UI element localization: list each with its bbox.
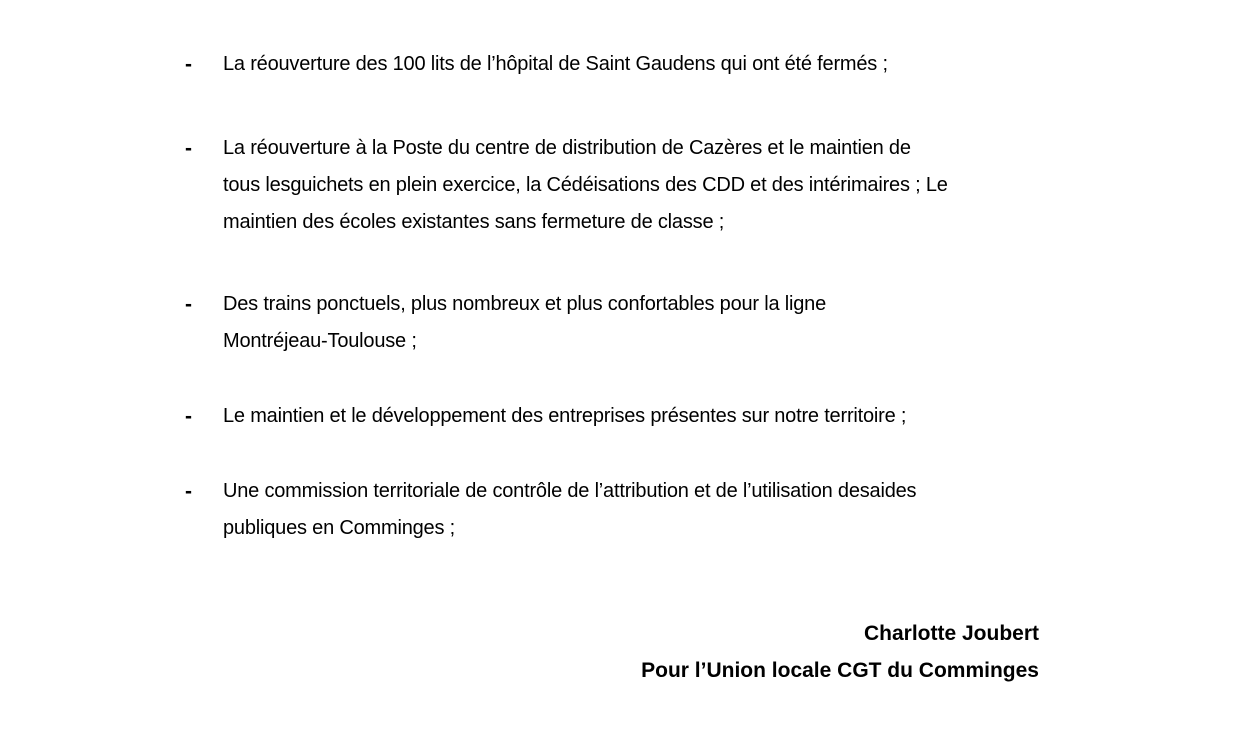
list-item-text: [223, 286, 1013, 360]
text-line: Le maintien et le développement des entreprises présentes sur notre territoire ;: [223, 405, 907, 427]
text-line: tous lesguichets en plein exercice, la Cédéisations des CDD et des intérimaires ; Le: [223, 174, 948, 196]
text-line: La réouverture des 100 lits de l’hôpital de Saint Gaudens qui ont été fermés ;: [223, 53, 888, 75]
list-item-text: [223, 473, 1013, 547]
text-line: Une commission territoriale de contrôle de l’attribution et de l’utilisation desaides: [223, 480, 917, 502]
list-item-text: [223, 46, 1013, 83]
signature-name: Charlotte Joubert: [863, 622, 1039, 645]
text-line: publiques en Comminges ;: [223, 517, 455, 539]
text-line: Des trains ponctuels, plus nombreux et plus confortables pour la ligne: [223, 293, 827, 315]
signature-organization: Pour l’Union locale CGT du Comminges: [641, 659, 1039, 682]
list-item-text: [223, 130, 1013, 241]
text-line: maintien des écoles existantes sans fermeture de classe ;: [223, 211, 725, 233]
bullet-marker: -: [185, 405, 192, 428]
bullet-marker: -: [185, 53, 192, 76]
list-item-text: [223, 398, 1013, 435]
bullet-marker: -: [185, 137, 192, 160]
bullet-marker: -: [185, 293, 192, 316]
text-line: La réouverture à la Poste du centre de distribution de Cazères et le maintien de: [223, 137, 911, 159]
text-line: Montréjeau-Toulouse ;: [223, 330, 417, 352]
bullet-marker: -: [185, 480, 192, 503]
